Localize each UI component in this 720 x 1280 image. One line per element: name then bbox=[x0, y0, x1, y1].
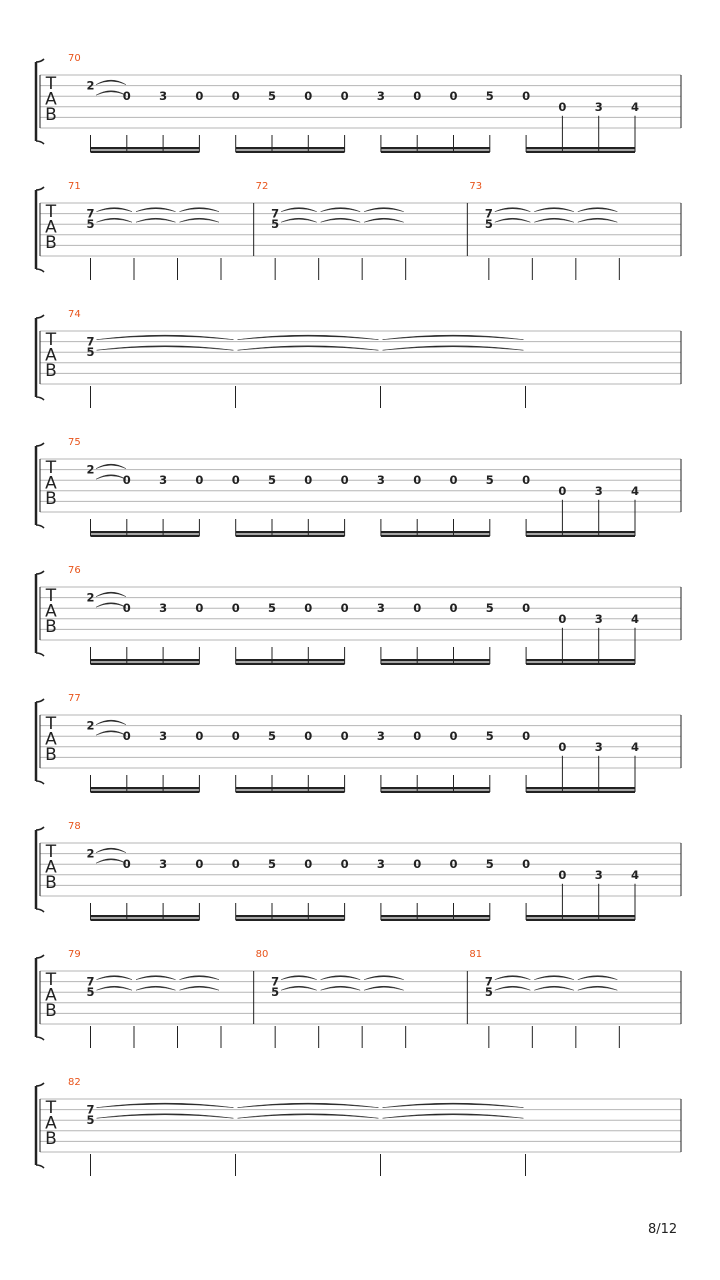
beam bbox=[381, 535, 490, 537]
bracket-hook-bottom bbox=[36, 1165, 44, 1168]
bracket-hook-bottom bbox=[36, 397, 44, 400]
tab-clef-letter: T bbox=[45, 202, 57, 222]
beam bbox=[91, 659, 200, 661]
tie-arc bbox=[578, 986, 618, 990]
fret-number: 7 bbox=[484, 974, 493, 989]
bracket-hook-top bbox=[36, 955, 44, 958]
fret-number: 0 bbox=[122, 857, 131, 872]
tie-arc bbox=[238, 1114, 379, 1119]
tab-clef-letter: T bbox=[45, 1098, 57, 1118]
fret-number: 0 bbox=[231, 89, 240, 104]
beam bbox=[381, 787, 490, 789]
fret-number: 0 bbox=[558, 99, 567, 114]
fret-number: 4 bbox=[630, 483, 640, 498]
beam bbox=[236, 531, 345, 533]
tie-arc bbox=[281, 986, 317, 990]
beam bbox=[236, 147, 345, 149]
fret-number: 2 bbox=[86, 462, 95, 477]
fret-number: 3 bbox=[159, 601, 168, 616]
fret-number: 0 bbox=[449, 89, 458, 104]
beam bbox=[91, 535, 200, 537]
measure-number: 71 bbox=[68, 181, 81, 192]
fret-number: 5 bbox=[86, 217, 95, 232]
bracket-hook-bottom bbox=[36, 781, 44, 784]
fret-number: 3 bbox=[376, 857, 385, 872]
tab-clef-letter: A bbox=[45, 1113, 57, 1134]
fret-number: 0 bbox=[558, 611, 567, 626]
tab-clef-letter: T bbox=[45, 330, 57, 350]
fret-number: 3 bbox=[159, 89, 168, 104]
beam bbox=[381, 531, 490, 533]
measure-number: 78 bbox=[68, 821, 81, 832]
tab-system bbox=[36, 437, 681, 537]
beam bbox=[381, 791, 490, 793]
measure-number: 72 bbox=[255, 181, 269, 192]
fret-number: 2 bbox=[86, 718, 95, 733]
fret-number: 2 bbox=[86, 78, 95, 93]
fret-number: 5 bbox=[267, 601, 277, 616]
fret-number: 5 bbox=[485, 857, 494, 872]
tie-arc bbox=[383, 335, 524, 340]
fret-number: 5 bbox=[267, 857, 277, 872]
fret-number: 5 bbox=[267, 473, 277, 488]
tab-clef-letter: T bbox=[45, 586, 57, 606]
tie-arc bbox=[534, 208, 574, 212]
beam bbox=[381, 919, 490, 921]
tie-arc bbox=[97, 346, 234, 351]
measure bbox=[254, 181, 406, 280]
fret-number: 5 bbox=[485, 601, 494, 616]
tab-system bbox=[36, 565, 681, 665]
tab-clef-letter: B bbox=[45, 1001, 57, 1021]
beam bbox=[236, 919, 345, 921]
fret-number: 3 bbox=[594, 483, 603, 498]
tab-system bbox=[36, 693, 681, 793]
tie-arc bbox=[281, 976, 317, 980]
tab-clef-letter: B bbox=[45, 1129, 57, 1149]
tab-clef-letter: B bbox=[45, 617, 57, 637]
measure bbox=[68, 693, 639, 793]
fret-number: 4 bbox=[630, 739, 640, 754]
fret-number: 0 bbox=[304, 473, 313, 488]
beam bbox=[526, 531, 635, 533]
measure bbox=[254, 949, 406, 1048]
tie-arc bbox=[96, 603, 126, 608]
tie-arc bbox=[96, 91, 126, 96]
beam bbox=[236, 915, 345, 917]
tie-arc bbox=[180, 218, 220, 222]
bracket-hook-top bbox=[36, 187, 44, 190]
tab-clef-letter: T bbox=[45, 74, 57, 94]
beam bbox=[526, 147, 635, 149]
fret-number: 0 bbox=[340, 89, 349, 104]
tie-arc bbox=[578, 218, 618, 222]
tie-arc bbox=[180, 976, 220, 980]
tie-arc bbox=[321, 208, 361, 212]
beam bbox=[91, 663, 200, 665]
tie-arc bbox=[383, 1103, 524, 1108]
tab-clef-letter: T bbox=[45, 714, 57, 734]
fret-number: 3 bbox=[159, 473, 168, 488]
fret-number: 7 bbox=[86, 974, 95, 989]
fret-number: 5 bbox=[267, 729, 277, 744]
fret-number: 0 bbox=[122, 473, 131, 488]
fret-number: 3 bbox=[594, 739, 603, 754]
bracket-hook-bottom bbox=[36, 1037, 44, 1040]
measure-number: 81 bbox=[469, 949, 483, 960]
fret-number: 0 bbox=[231, 473, 240, 488]
measure-number: 74 bbox=[68, 309, 81, 320]
fret-number: 3 bbox=[376, 89, 385, 104]
tab-clef-letter: A bbox=[45, 89, 57, 110]
tie-arc bbox=[321, 986, 361, 990]
fret-number: 0 bbox=[122, 601, 131, 616]
tie-arc bbox=[96, 720, 126, 725]
fret-number: 5 bbox=[86, 985, 95, 1000]
fret-number: 0 bbox=[122, 729, 131, 744]
tie-arc bbox=[96, 592, 126, 597]
measure bbox=[467, 949, 619, 1048]
fret-number: 0 bbox=[413, 729, 422, 744]
tie-arc bbox=[96, 80, 126, 85]
bracket-hook-top bbox=[36, 699, 44, 702]
fret-number: 7 bbox=[86, 334, 95, 349]
fret-number: 7 bbox=[271, 206, 280, 221]
beam bbox=[381, 659, 490, 661]
fret-number: 0 bbox=[413, 601, 422, 616]
tie-arc bbox=[364, 976, 404, 980]
fret-number: 0 bbox=[522, 473, 531, 488]
fret-number: 0 bbox=[231, 601, 240, 616]
beam bbox=[91, 531, 200, 533]
beam bbox=[236, 151, 345, 153]
tab-clef-letter: A bbox=[45, 217, 57, 238]
fret-number: 3 bbox=[594, 99, 603, 114]
fret-number: 4 bbox=[630, 99, 640, 114]
tie-arc bbox=[96, 731, 126, 736]
tab-clef-letter: A bbox=[45, 985, 57, 1006]
bracket-hook-top bbox=[36, 571, 44, 574]
tab-clef-letter: T bbox=[45, 458, 57, 478]
tab-system bbox=[36, 53, 681, 153]
fret-number: 5 bbox=[485, 729, 494, 744]
fret-number: 0 bbox=[413, 473, 422, 488]
tab-clef-letter: B bbox=[45, 873, 57, 893]
fret-number: 7 bbox=[484, 206, 493, 221]
fret-number: 5 bbox=[86, 1113, 95, 1128]
beam bbox=[526, 791, 635, 793]
bracket-hook-top bbox=[36, 443, 44, 446]
fret-number: 0 bbox=[195, 473, 204, 488]
beam bbox=[91, 915, 200, 917]
fret-number: 5 bbox=[86, 345, 95, 360]
beam bbox=[91, 791, 200, 793]
fret-number: 0 bbox=[558, 867, 567, 882]
beam bbox=[91, 919, 200, 921]
fret-number: 3 bbox=[376, 601, 385, 616]
fret-number: 0 bbox=[231, 729, 240, 744]
fret-number: 4 bbox=[630, 611, 640, 626]
fret-number: 0 bbox=[449, 729, 458, 744]
measure bbox=[467, 181, 619, 280]
beam bbox=[526, 151, 635, 153]
fret-number: 0 bbox=[340, 857, 349, 872]
beam bbox=[91, 787, 200, 789]
beam bbox=[236, 787, 345, 789]
tie-arc bbox=[96, 859, 126, 864]
fret-number: 0 bbox=[413, 89, 422, 104]
measure-number: 80 bbox=[255, 949, 269, 960]
fret-number: 0 bbox=[195, 89, 204, 104]
tab-clef-letter: B bbox=[45, 361, 57, 381]
measure bbox=[68, 309, 526, 408]
tab-clef-letter: B bbox=[45, 489, 57, 509]
fret-number: 0 bbox=[558, 739, 567, 754]
tie-arc bbox=[97, 218, 133, 222]
tie-arc bbox=[238, 1103, 379, 1108]
tab-clef-letter: B bbox=[45, 745, 57, 765]
fret-number: 0 bbox=[558, 483, 567, 498]
tie-arc bbox=[238, 335, 379, 340]
tab-clef-letter: A bbox=[45, 345, 57, 366]
fret-number: 0 bbox=[449, 857, 458, 872]
fret-number: 0 bbox=[195, 857, 204, 872]
fret-number: 5 bbox=[485, 473, 494, 488]
tie-arc bbox=[321, 976, 361, 980]
tie-arc bbox=[238, 346, 379, 351]
fret-number: 0 bbox=[231, 857, 240, 872]
bracket-hook-bottom bbox=[36, 525, 44, 528]
measure-number: 77 bbox=[68, 693, 81, 704]
beam bbox=[526, 787, 635, 789]
measure-number: 82 bbox=[68, 1077, 81, 1088]
tie-arc bbox=[180, 208, 220, 212]
measure bbox=[68, 1077, 526, 1176]
beam bbox=[526, 663, 635, 665]
measure bbox=[68, 53, 639, 153]
bracket-hook-top bbox=[36, 59, 44, 62]
tab-clef-letter: A bbox=[45, 857, 57, 878]
fret-number: 3 bbox=[159, 729, 168, 744]
fret-number: 5 bbox=[271, 217, 280, 232]
tie-arc bbox=[136, 986, 176, 990]
tie-arc bbox=[364, 218, 404, 222]
fret-number: 7 bbox=[86, 1102, 95, 1117]
tie-arc bbox=[97, 1103, 234, 1108]
tie-arc bbox=[578, 976, 618, 980]
beam bbox=[381, 663, 490, 665]
beam bbox=[526, 659, 635, 661]
tie-arc bbox=[97, 1114, 234, 1119]
tab-system bbox=[36, 181, 681, 280]
tab-clef-letter: A bbox=[45, 473, 57, 494]
tab-clef-letter: B bbox=[45, 105, 57, 125]
fret-number: 0 bbox=[522, 857, 531, 872]
tie-arc bbox=[180, 986, 220, 990]
fret-number: 0 bbox=[304, 857, 313, 872]
fret-number: 3 bbox=[159, 857, 168, 872]
bracket-hook-top bbox=[36, 1083, 44, 1086]
bracket-hook-bottom bbox=[36, 141, 44, 144]
fret-number: 2 bbox=[86, 590, 95, 605]
tie-arc bbox=[281, 218, 317, 222]
measure-number: 70 bbox=[68, 53, 81, 64]
fret-number: 0 bbox=[522, 89, 531, 104]
beam bbox=[91, 151, 200, 153]
fret-number: 3 bbox=[594, 611, 603, 626]
measure bbox=[68, 437, 639, 537]
tab-system bbox=[36, 309, 681, 408]
tie-arc bbox=[97, 335, 234, 340]
fret-number: 5 bbox=[484, 985, 493, 1000]
tie-arc bbox=[136, 976, 176, 980]
fret-number: 5 bbox=[271, 985, 280, 1000]
tie-arc bbox=[495, 976, 530, 980]
fret-number: 5 bbox=[267, 89, 277, 104]
tab-system bbox=[36, 949, 681, 1048]
tab-clef-letter: T bbox=[45, 842, 57, 862]
tie-arc bbox=[97, 976, 133, 980]
measure-number: 79 bbox=[68, 949, 81, 960]
tab-clef-letter: A bbox=[45, 729, 57, 750]
beam bbox=[381, 915, 490, 917]
tie-arc bbox=[534, 218, 574, 222]
measure-number: 75 bbox=[68, 437, 81, 448]
tie-arc bbox=[96, 475, 126, 480]
beam bbox=[526, 915, 635, 917]
tie-arc bbox=[495, 986, 530, 990]
beam bbox=[236, 535, 345, 537]
beam bbox=[236, 659, 345, 661]
fret-number: 0 bbox=[449, 473, 458, 488]
tie-arc bbox=[96, 848, 126, 853]
tie-arc bbox=[534, 986, 574, 990]
beam bbox=[91, 147, 200, 149]
beam bbox=[526, 919, 635, 921]
fret-number: 3 bbox=[594, 867, 603, 882]
fret-number: 0 bbox=[449, 601, 458, 616]
tie-arc bbox=[383, 346, 524, 351]
tab-clef-letter: B bbox=[45, 233, 57, 253]
measure-number: 73 bbox=[469, 181, 483, 192]
fret-number: 0 bbox=[195, 729, 204, 744]
tab-clef-letter: A bbox=[45, 601, 57, 622]
fret-number: 0 bbox=[304, 89, 313, 104]
tie-arc bbox=[281, 208, 317, 212]
tie-arc bbox=[97, 986, 133, 990]
tie-arc bbox=[364, 986, 404, 990]
fret-number: 3 bbox=[376, 473, 385, 488]
measure bbox=[68, 949, 221, 1048]
fret-number: 0 bbox=[340, 473, 349, 488]
measure bbox=[68, 565, 639, 665]
fret-number: 7 bbox=[86, 206, 95, 221]
tie-arc bbox=[534, 976, 574, 980]
fret-number: 5 bbox=[484, 217, 493, 232]
beam bbox=[236, 791, 345, 793]
measure bbox=[68, 821, 639, 921]
fret-number: 4 bbox=[630, 867, 640, 882]
fret-number: 2 bbox=[86, 846, 95, 861]
bracket-hook-bottom bbox=[36, 909, 44, 912]
tie-arc bbox=[383, 1114, 524, 1119]
tab-system bbox=[36, 821, 681, 921]
fret-number: 0 bbox=[522, 601, 531, 616]
beam bbox=[381, 147, 490, 149]
fret-number: 0 bbox=[304, 729, 313, 744]
measure-number: 76 bbox=[68, 565, 81, 576]
tie-arc bbox=[136, 208, 176, 212]
fret-number: 0 bbox=[340, 729, 349, 744]
measure bbox=[68, 181, 221, 280]
fret-number: 0 bbox=[522, 729, 531, 744]
bracket-hook-bottom bbox=[36, 653, 44, 656]
tie-arc bbox=[136, 218, 176, 222]
fret-number: 0 bbox=[122, 89, 131, 104]
beam bbox=[526, 535, 635, 537]
tie-arc bbox=[96, 464, 126, 469]
tie-arc bbox=[321, 218, 361, 222]
beam bbox=[381, 151, 490, 153]
bracket-hook-bottom bbox=[36, 269, 44, 272]
fret-number: 5 bbox=[485, 89, 494, 104]
bracket-hook-top bbox=[36, 315, 44, 318]
fret-number: 0 bbox=[195, 601, 204, 616]
fret-number: 7 bbox=[271, 974, 280, 989]
beam bbox=[236, 663, 345, 665]
tie-arc bbox=[97, 208, 133, 212]
tie-arc bbox=[495, 218, 530, 222]
fret-number: 3 bbox=[376, 729, 385, 744]
fret-number: 0 bbox=[413, 857, 422, 872]
tie-arc bbox=[495, 208, 530, 212]
tab-clef-letter: T bbox=[45, 970, 57, 990]
tie-arc bbox=[578, 208, 618, 212]
fret-number: 0 bbox=[340, 601, 349, 616]
bracket-hook-top bbox=[36, 827, 44, 830]
page-number: 8/12 bbox=[648, 1222, 678, 1237]
fret-number: 0 bbox=[304, 601, 313, 616]
tie-arc bbox=[364, 208, 404, 212]
tab-system bbox=[36, 1077, 681, 1176]
